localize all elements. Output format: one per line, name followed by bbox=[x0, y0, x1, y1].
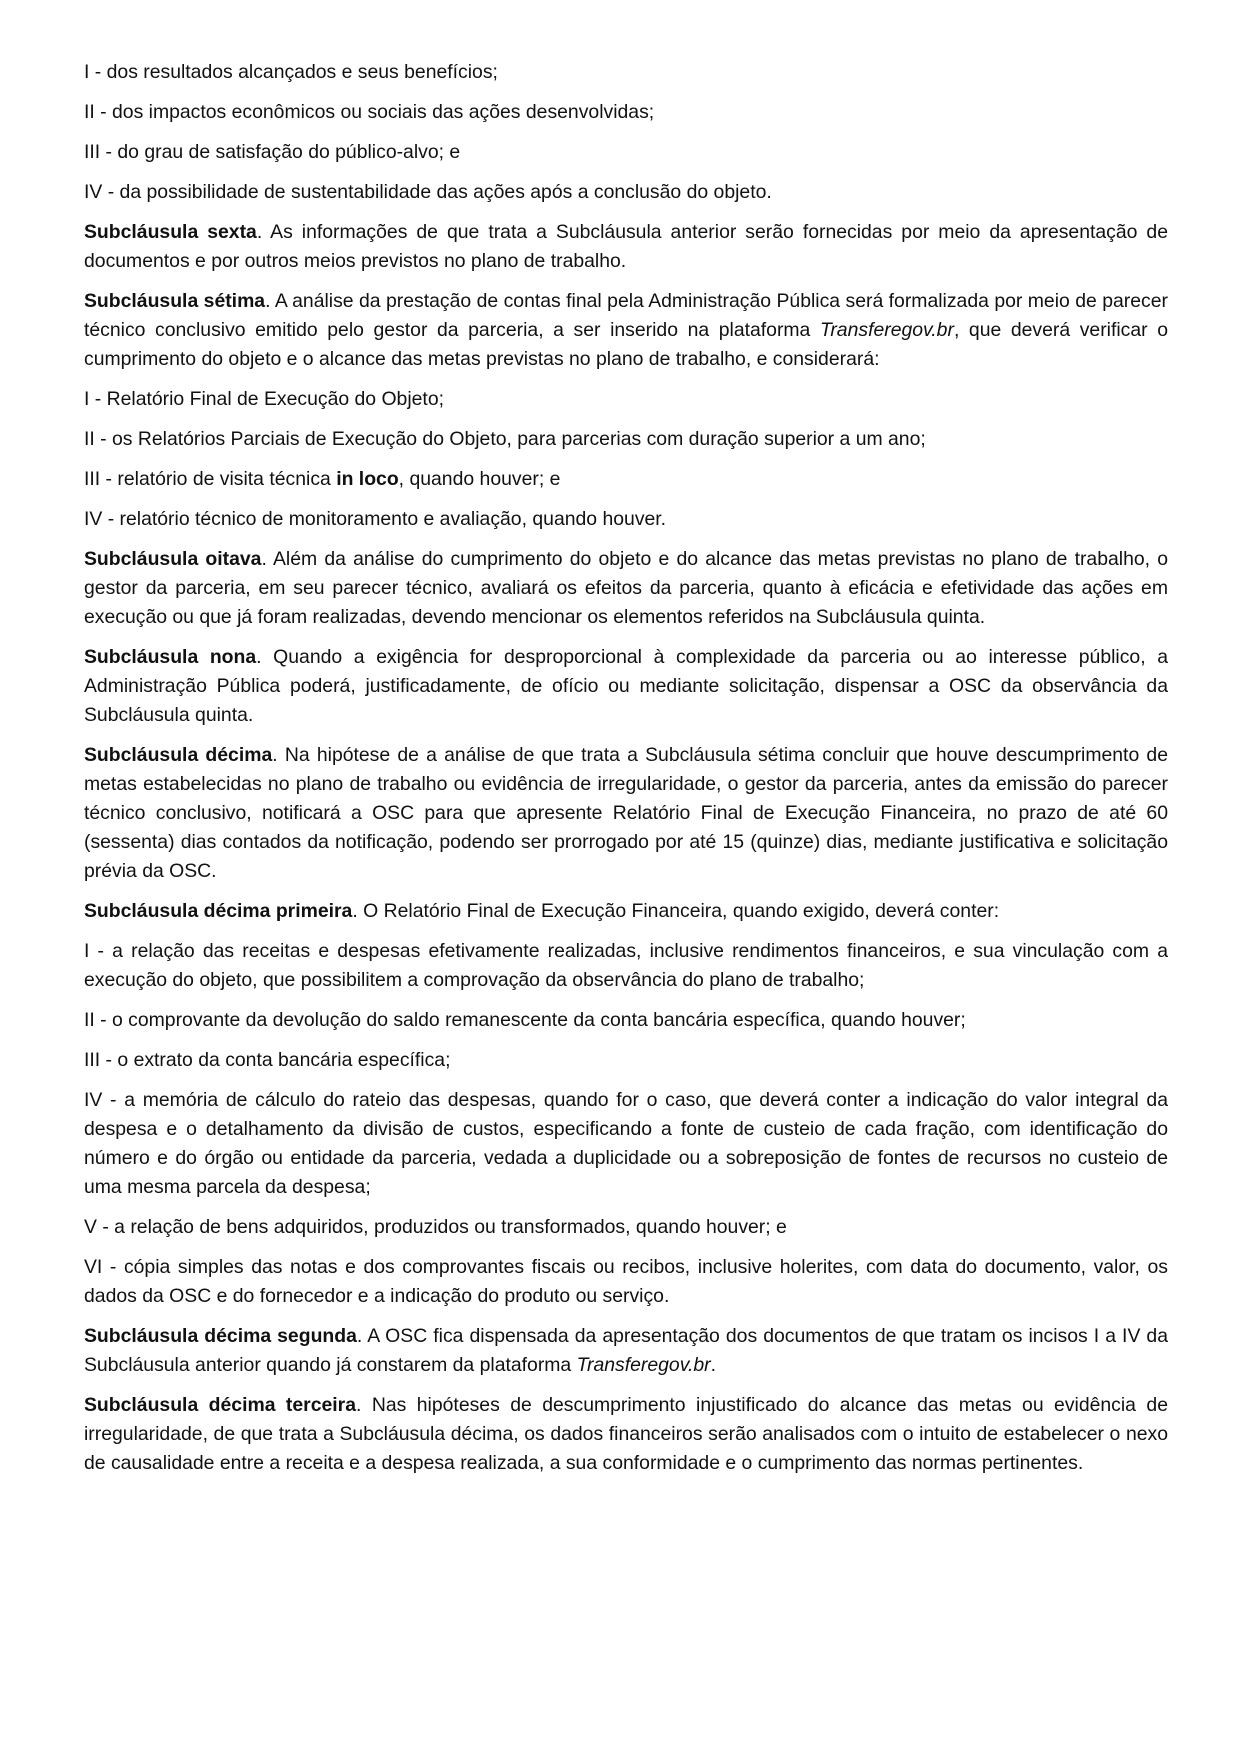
item-iv-sustainability bbox=[84, 178, 1168, 207]
emphasis-in-loco: in loco bbox=[336, 468, 399, 490]
paragraph-text: . Na hipótese de a análise de que trata a Subcláusula sétima concluir que houve descumprimento de metas estabelecidas no plano de trabalho ou evidência de irregularidade, o gestor da parceria, antes da emissão do parecer técnico conclusivo, notificará a OSC para que apresente Relatório Final de Execução Financeira, no prazo de até 60 (sessenta) dias contados da notificação, podendo ser prorrogado por até 15 (quinze) dias, mediante justificativa e solicitação prévia da OSC. bbox=[84, 744, 1169, 882]
clause-label: Subcláusula sétima bbox=[84, 290, 266, 312]
item-v-assets bbox=[84, 1213, 1168, 1242]
subclause-twelfth bbox=[84, 1322, 1168, 1380]
paragraph-text: III - o extrato da conta bancária específica; bbox=[84, 1049, 451, 1071]
item-iv-monitoring-report bbox=[84, 505, 1168, 534]
item-iii-bank-statement bbox=[84, 1046, 1168, 1075]
item-i-results bbox=[84, 58, 1168, 87]
paragraph-text: II - o comprovante da devolução do saldo remanescente da conta bancária específica, quando houver; bbox=[84, 1009, 966, 1031]
paragraph-text: III - do grau de satisfação do público-alvo; e bbox=[84, 141, 461, 163]
paragraph-text: II - os Relatórios Parciais de Execução do Objeto, para parcerias com duração superior a um ano; bbox=[84, 428, 926, 450]
paragraph-text: VI - cópia simples das notas e dos comprovantes fiscais ou recibos, inclusive holerites, com data do documento, valor, os dados da OSC e do fornecedor e a indicação do produto ou serviço. bbox=[84, 1256, 1168, 1307]
clause-label: Subcláusula nona bbox=[84, 646, 257, 668]
paragraph-text: I - Relatório Final de Execução do Objeto; bbox=[84, 388, 444, 410]
paragraph-text: I - dos resultados alcançados e seus benefícios; bbox=[84, 61, 498, 83]
paragraph-text: . A análise da prestação de contas final pela Administração Pública será formalizada por meio de parecer técnico conclusivo emitido pelo gestor da parceria, a ser inserido na plataforma bbox=[84, 290, 1168, 341]
paragraph-text: . Quando a exigência for desproporcional à complexidade da parceria ou ao interesse público, a Administração Pública poderá, justificadamente, de ofício ou mediante solicitação, dispensar a OSC da observância da Subcláusula quinta. bbox=[84, 646, 1169, 726]
paragraph-text: . A OSC fica dispensada da apresentação dos documentos de que tratam os incisos I a IV da Subcláusula anterior quando já constarem da plataforma bbox=[84, 1325, 1168, 1376]
item-iii-satisfaction bbox=[84, 138, 1168, 167]
paragraph-text: I - a relação das receitas e despesas efetivamente realizadas, inclusive rendimentos financeiros, e sua vinculação com a execução do objeto, que possibilitem a comprovação da observância do plano de trabalho; bbox=[84, 940, 1168, 991]
subclause-tenth bbox=[84, 741, 1168, 886]
item-ii-balance-return bbox=[84, 1006, 1168, 1035]
subclause-eleventh bbox=[84, 897, 1168, 926]
clause-label: Subcláusula décima primeira bbox=[84, 900, 353, 922]
clause-label: Subcláusula sexta bbox=[84, 221, 257, 243]
subclause-seventh bbox=[84, 287, 1168, 374]
item-ii-impacts bbox=[84, 98, 1168, 127]
paragraph-text: . O Relatório Final de Execução Financeira, quando exigido, deverá conter: bbox=[352, 900, 1000, 922]
paragraph-text: V - a relação de bens adquiridos, produzidos ou transformados, quando houver; e bbox=[84, 1216, 787, 1238]
clause-label: Subcláusula décima bbox=[84, 744, 273, 766]
item-iii-visit-report bbox=[84, 465, 1168, 494]
clause-label: Subcláusula décima terceira bbox=[84, 1394, 357, 1416]
subclause-ninth bbox=[84, 643, 1168, 730]
platform-name: Transferegov.br bbox=[576, 1354, 711, 1376]
clause-label: Subcláusula oitava bbox=[84, 548, 262, 570]
item-i-revenues-expenses bbox=[84, 937, 1168, 995]
item-i-final-report bbox=[84, 385, 1168, 414]
item-iv-cost-apportionment bbox=[84, 1086, 1168, 1202]
paragraph-text: . Além da análise do cumprimento do objeto e do alcance das metas previstas no plano de trabalho, o gestor da parceria, em seu parecer técnico, avaliará os efeitos da parceria, quanto à eficácia e efetividade das ações em execução ou que já foram realizadas, devendo mencionar os elementos referidos na Subcláusula quinta. bbox=[84, 548, 1168, 628]
paragraph-text: . bbox=[710, 1354, 716, 1376]
paragraph-text: IV - da possibilidade de sustentabilidade das ações após a conclusão do objeto. bbox=[84, 181, 772, 203]
subclause-thirteenth bbox=[84, 1391, 1168, 1478]
paragraph-text: IV - a memória de cálculo do rateio das despesas, quando for o caso, que deverá conter a indicação do valor integral da despesa e o detalhamento da divisão de custos, especificando a fonte de custeio de cada fração, com identificação do número e do órgão ou entidade da parceria, vedada a duplicidade ou a sobreposição de fontes de recursos no custeio de uma mesma parcela da despesa; bbox=[84, 1089, 1168, 1198]
subclause-eighth bbox=[84, 545, 1168, 632]
clause-label: Subcláusula décima segunda bbox=[84, 1325, 357, 1347]
paragraph-text: . Nas hipóteses de descumprimento injustificado do alcance das metas ou evidência de irregularidade, de que trata a Subcláusula décima, os dados financeiros serão analisados com o intuito de estabelecer o nexo de causalidade entre a receita e a despesa realizada, a sua conformidade e o cumprimento das normas pertinentes. bbox=[84, 1394, 1168, 1474]
paragraph-text: III - relatório de visita técnica bbox=[84, 468, 337, 490]
platform-name: Transferegov.br bbox=[819, 319, 954, 341]
item-ii-partial-reports bbox=[84, 425, 1168, 454]
paragraph-text: , que deverá verificar o cumprimento do objeto e o alcance das metas previstas no plano de trabalho, e considerará: bbox=[84, 319, 1168, 370]
item-vi-invoices bbox=[84, 1253, 1168, 1311]
paragraph-text: . As informações de que trata a Subcláusula anterior serão fornecidas por meio da apresentação de documentos e por outros meios previstos no plano de trabalho. bbox=[84, 221, 1168, 272]
paragraph-text: , quando houver; e bbox=[398, 468, 561, 490]
paragraph-text: II - dos impactos econômicos ou sociais das ações desenvolvidas; bbox=[84, 101, 655, 123]
paragraph-text: IV - relatório técnico de monitoramento e avaliação, quando houver. bbox=[84, 508, 667, 530]
subclause-sixth bbox=[84, 218, 1168, 276]
